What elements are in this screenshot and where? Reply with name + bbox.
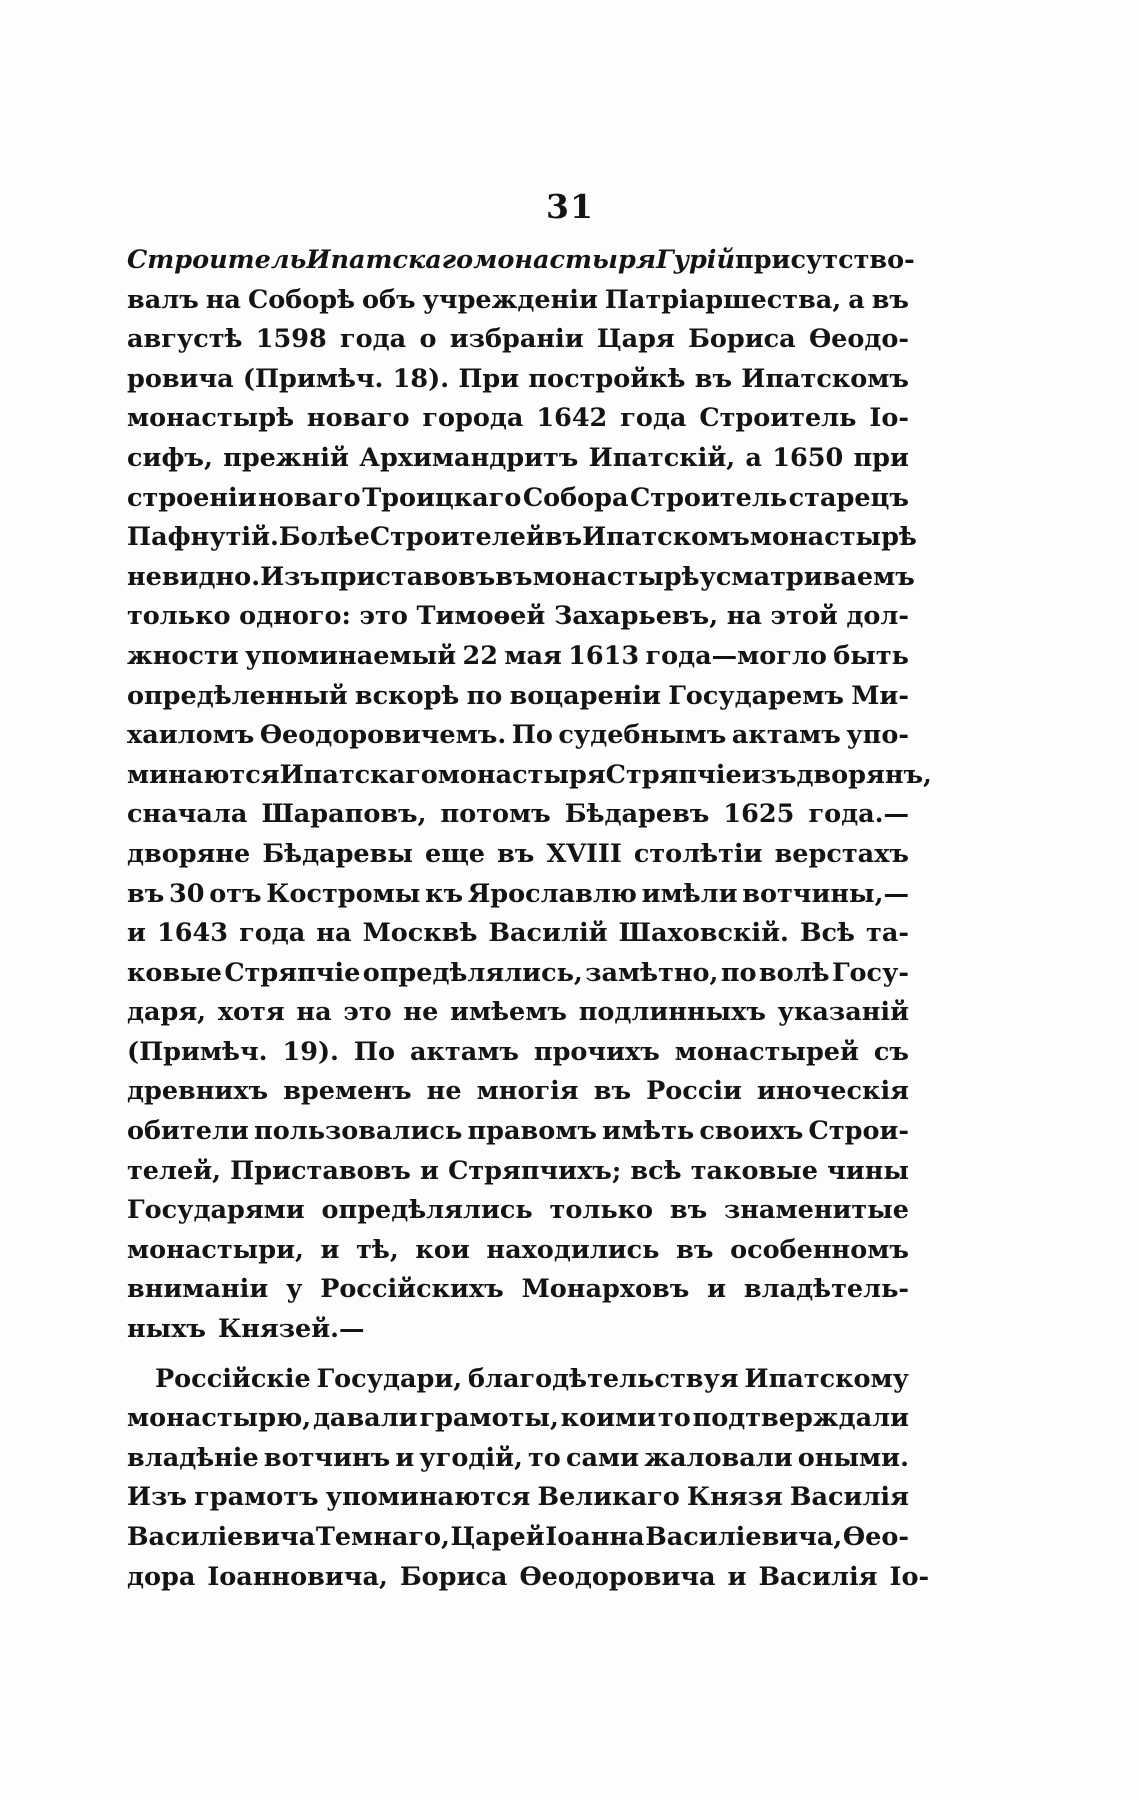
word: волѣ	[758, 957, 830, 988]
word: иноческія	[757, 1076, 909, 1107]
word: Ипатскомъ	[582, 522, 750, 553]
word: минаются	[127, 759, 280, 790]
word: Василій	[488, 918, 608, 949]
word: Василіевича	[127, 1522, 316, 1552]
word: правомъ	[467, 1116, 597, 1147]
word: Василія	[758, 1561, 878, 1592]
word: года	[620, 403, 687, 434]
body-text	[127, 241, 932, 1597]
word: грамоты,	[419, 1403, 559, 1434]
word: Царей	[450, 1522, 545, 1552]
word: къ	[425, 878, 464, 909]
word: на	[296, 997, 332, 1028]
word: и	[707, 1274, 727, 1305]
word: вскорѣ	[354, 680, 460, 711]
word: въ	[669, 1195, 708, 1226]
word: и	[395, 1442, 415, 1473]
word: и	[727, 1561, 747, 1592]
word: избраніи	[449, 324, 584, 355]
word: временъ	[283, 1076, 412, 1107]
word: даря,	[127, 997, 207, 1028]
word: Бориса	[688, 324, 796, 355]
word: давали	[312, 1403, 418, 1434]
word: еще	[424, 838, 486, 869]
word: своихъ	[699, 1116, 804, 1147]
word: Ипатскаго	[279, 759, 438, 790]
word: Строитель	[629, 482, 788, 513]
word: Ѳеодоровичемъ.	[259, 720, 507, 751]
text-line	[127, 1478, 909, 1518]
word: новаго	[258, 482, 361, 513]
word: Гурій	[656, 245, 736, 275]
word: по	[720, 957, 757, 988]
word: учрежденіи	[422, 284, 598, 315]
text-line	[127, 597, 909, 637]
text-line	[127, 875, 909, 915]
word: Ярославлю	[467, 878, 637, 909]
word: а	[848, 284, 865, 315]
word: 1613	[568, 640, 640, 671]
word: монастыря	[437, 759, 606, 790]
word: указаній	[777, 997, 909, 1028]
word: Болѣе	[278, 522, 370, 553]
word: августѣ	[127, 324, 243, 355]
word: упоминаются	[325, 1482, 531, 1513]
word: монастыри,	[127, 1234, 304, 1265]
word: 1598	[255, 324, 327, 355]
word: подтверждали	[692, 1403, 909, 1434]
text-line	[127, 835, 909, 875]
word: видно.	[161, 561, 261, 592]
text-line	[127, 1191, 909, 1231]
word: города	[422, 403, 524, 434]
word: Ипатскомъ	[741, 363, 909, 394]
word: валъ	[127, 284, 199, 315]
word: года.—	[808, 799, 909, 830]
word: опредѣленный	[127, 680, 348, 711]
word: Строи-	[808, 1116, 909, 1147]
word: Ми-	[851, 680, 909, 711]
word: въ	[127, 878, 165, 909]
word: 1650	[772, 442, 844, 473]
word: обители	[127, 1116, 249, 1147]
word: отъ	[209, 878, 262, 909]
text-line	[127, 637, 909, 677]
word: сифъ,	[127, 442, 213, 473]
word: 1642	[536, 403, 608, 434]
paragraph-gap	[127, 1350, 909, 1360]
word: подлинныхъ	[578, 997, 766, 1028]
word: Россійскіе	[155, 1363, 311, 1394]
text-line	[127, 1112, 909, 1152]
word: кои	[415, 1234, 470, 1265]
text-line	[127, 360, 909, 400]
word: Князя	[686, 1482, 783, 1513]
word: ковые	[127, 957, 222, 988]
word: года	[340, 324, 407, 355]
word: Пафнутій.	[127, 522, 279, 553]
page-number: 31	[546, 187, 594, 226]
word: въ	[694, 363, 733, 394]
word: владѣніе	[127, 1442, 259, 1473]
word: грамотъ	[194, 1482, 319, 1513]
word: 1625	[723, 799, 795, 830]
word: Государемъ	[668, 680, 844, 711]
word: постройкѣ	[528, 363, 686, 394]
word: Ѳео-	[842, 1522, 909, 1552]
text-line	[127, 914, 909, 954]
word: Костромы	[266, 878, 421, 909]
word: и	[420, 1155, 439, 1186]
text-line	[127, 677, 909, 717]
text-line	[127, 1399, 909, 1439]
paragraph-1	[127, 241, 932, 1350]
word: Государями	[127, 1195, 305, 1226]
word: (Примѣч.	[242, 363, 384, 394]
word: хаиломъ	[127, 720, 255, 751]
word: Строитель	[127, 245, 307, 275]
word: Троицкаго	[362, 482, 522, 513]
word: присутство-	[735, 245, 915, 275]
word: ровича	[127, 363, 234, 394]
word: древнихъ	[127, 1076, 269, 1107]
word: 22	[462, 640, 498, 671]
word: новаго	[306, 403, 410, 434]
word: При	[458, 363, 520, 394]
word: Приставовъ	[230, 1155, 411, 1186]
text-line	[127, 558, 915, 598]
word: (Примѣч.	[127, 1036, 268, 1067]
word: Іо-	[889, 1561, 930, 1592]
text-line	[127, 716, 909, 756]
word: потомъ	[440, 799, 551, 830]
word: Собора	[522, 482, 629, 513]
word: Соборѣ	[247, 284, 356, 315]
word: не	[127, 561, 162, 592]
word: коими	[560, 1403, 657, 1434]
word: Бѣдаревъ	[564, 799, 710, 830]
word: упо-	[846, 720, 909, 751]
word: Василія	[789, 1482, 909, 1513]
word: Строителей	[369, 522, 545, 553]
word: сначала	[127, 799, 248, 830]
word: знаменитые	[723, 1195, 909, 1226]
word: Стряпчіе	[605, 759, 742, 790]
word: по	[466, 680, 503, 711]
word: опредѣлялись,	[362, 957, 583, 988]
word: мая	[504, 640, 562, 671]
word: Ипатскому	[744, 1363, 909, 1394]
word: оными.	[797, 1442, 909, 1473]
word: старецъ	[788, 482, 909, 513]
word: Строитель	[699, 403, 857, 434]
word: Захарьевъ,	[553, 601, 719, 632]
word: не	[403, 997, 439, 1028]
word: благодѣтельствуя	[468, 1363, 739, 1394]
word: вниманіи	[127, 1274, 269, 1305]
word: Темнаго,	[315, 1522, 450, 1552]
word: съ	[873, 1036, 909, 1067]
word: монастырѣ	[749, 522, 917, 553]
word: прочихъ	[533, 1036, 660, 1067]
word: воцареніи	[509, 680, 661, 711]
word: всѣ	[630, 1155, 682, 1186]
word: имѣли	[641, 878, 738, 909]
word: таковые	[690, 1155, 818, 1186]
word: у	[286, 1274, 303, 1305]
word: на	[316, 918, 352, 949]
word: это	[343, 997, 392, 1028]
word: Шараповъ,	[261, 799, 427, 830]
text-line	[127, 1033, 909, 1073]
word: Изъ	[260, 561, 321, 592]
text-line	[127, 1310, 909, 1350]
word: актамъ	[409, 1036, 519, 1067]
word: усматриваемъ	[699, 561, 915, 592]
word: въ	[495, 561, 533, 592]
word: монастырѣ	[127, 403, 294, 434]
word: жаловали	[644, 1442, 793, 1473]
word: ныхъ	[127, 1314, 206, 1345]
word: это	[359, 601, 408, 632]
word: столѣтіи	[633, 838, 763, 869]
word: вотчины,—	[742, 878, 909, 909]
word: одного:	[239, 601, 351, 632]
word: Бѣдаревы	[262, 838, 413, 869]
word: Іоанна	[545, 1522, 645, 1552]
word: Москвѣ	[362, 918, 478, 949]
word: Патріаршества,	[604, 284, 842, 315]
word: чины	[827, 1155, 909, 1186]
word: года	[239, 918, 306, 949]
word: пользовались	[254, 1116, 463, 1147]
word: монастырей	[674, 1036, 859, 1067]
text-line	[127, 954, 909, 994]
word: 1643	[157, 918, 228, 949]
word: въ	[497, 838, 535, 869]
word: Государи,	[316, 1363, 463, 1394]
word: Тимоѳей	[416, 601, 546, 632]
word: Ипатскаго	[306, 245, 474, 275]
word: Василіевича,	[645, 1522, 843, 1552]
word: только	[549, 1195, 654, 1226]
word: тѣ,	[356, 1234, 399, 1265]
word: дора	[127, 1561, 196, 1592]
word: Шаховскій.	[618, 918, 789, 949]
text-line	[127, 756, 932, 796]
word: особенномъ	[730, 1234, 909, 1265]
text-line	[127, 795, 909, 835]
word: монастырю,	[127, 1403, 312, 1434]
word: въ	[871, 284, 909, 315]
word: объ	[362, 284, 416, 315]
text-line	[127, 1439, 909, 1479]
word: Ѳеодоровича	[519, 1561, 716, 1592]
text-line	[127, 1558, 930, 1598]
word: актамъ	[731, 720, 841, 751]
word: Великаго	[537, 1482, 680, 1513]
word: а	[745, 442, 762, 473]
word: дворянъ,	[796, 759, 932, 790]
word: прежній	[223, 442, 349, 473]
word: телей,	[127, 1155, 222, 1186]
word: Изъ	[127, 1482, 187, 1513]
text-line	[127, 439, 909, 479]
word: быть	[833, 640, 909, 671]
word: года—могло	[645, 640, 827, 671]
word: та-	[866, 918, 909, 949]
word: угодій,	[419, 1442, 523, 1473]
word: изъ	[741, 759, 797, 790]
text-line	[127, 1072, 909, 1112]
text-line	[127, 320, 909, 360]
word: Стряпчихъ;	[448, 1155, 622, 1186]
word: Іоанновича,	[207, 1561, 388, 1592]
word: въ	[676, 1234, 714, 1265]
word: и	[127, 918, 146, 949]
word: Ипатскій,	[588, 442, 736, 473]
word: Госу-	[831, 957, 909, 988]
word: Царя	[596, 324, 675, 355]
word: По	[353, 1036, 395, 1067]
text-line	[127, 1231, 909, 1271]
word: о	[419, 324, 437, 355]
word: на	[205, 284, 241, 315]
text-line	[127, 399, 909, 439]
word: 30	[168, 878, 205, 909]
word: Россійскихъ	[320, 1274, 504, 1305]
word: владѣтель-	[743, 1274, 909, 1305]
word: въ	[593, 1076, 632, 1107]
word: Россіи	[646, 1076, 742, 1107]
word: строеніи	[127, 482, 257, 513]
word: приставовъ	[320, 561, 496, 592]
word: монастырѣ	[532, 561, 700, 592]
text-line	[127, 1152, 909, 1192]
word: XVIII	[546, 838, 622, 869]
word: дол-	[846, 601, 909, 632]
word: монастыря	[473, 245, 657, 275]
word: и	[320, 1234, 340, 1265]
text-line	[127, 518, 917, 558]
word: многія	[476, 1076, 579, 1107]
word: Ѳеодо-	[808, 324, 909, 355]
word: 18).	[392, 363, 450, 394]
word: верстахъ	[774, 838, 909, 869]
word: при	[853, 442, 909, 473]
paragraph-2	[127, 1360, 930, 1598]
word: дворяне	[127, 838, 251, 869]
word: судебнымъ	[558, 720, 727, 751]
word: хотя	[217, 997, 285, 1028]
word: опредѣлялись	[321, 1195, 533, 1226]
text-line	[127, 281, 909, 321]
word: Стряпчіе	[224, 957, 361, 988]
text-line	[127, 1270, 909, 1310]
text-line	[127, 1360, 909, 1400]
text-line	[127, 993, 909, 1033]
word: Всѣ	[799, 918, 855, 949]
word: Князей.—	[218, 1314, 365, 1345]
word: имѣть	[602, 1116, 695, 1147]
word: жности	[127, 640, 239, 671]
word: Архимандритъ	[359, 442, 579, 473]
word: не	[426, 1076, 462, 1107]
text-line	[127, 241, 915, 281]
word: то	[528, 1442, 561, 1473]
word: упоминаемый	[245, 640, 457, 671]
word: находились	[486, 1234, 660, 1265]
word: Бориса	[399, 1561, 508, 1592]
word: въ	[544, 522, 583, 553]
text-line	[127, 479, 909, 519]
word: только	[127, 601, 231, 632]
word: вотчинъ	[263, 1442, 391, 1473]
word: то	[657, 1403, 691, 1434]
word: По	[511, 720, 553, 751]
text-line	[127, 1518, 909, 1558]
word: Іо-	[869, 403, 909, 434]
word: имѣемъ	[450, 997, 567, 1028]
word: на	[726, 601, 762, 632]
word: замѣтно,	[585, 957, 719, 988]
word: сами	[565, 1442, 640, 1473]
word: 19).	[282, 1036, 339, 1067]
word: Монарховъ	[521, 1274, 690, 1305]
word: этой	[770, 601, 838, 632]
